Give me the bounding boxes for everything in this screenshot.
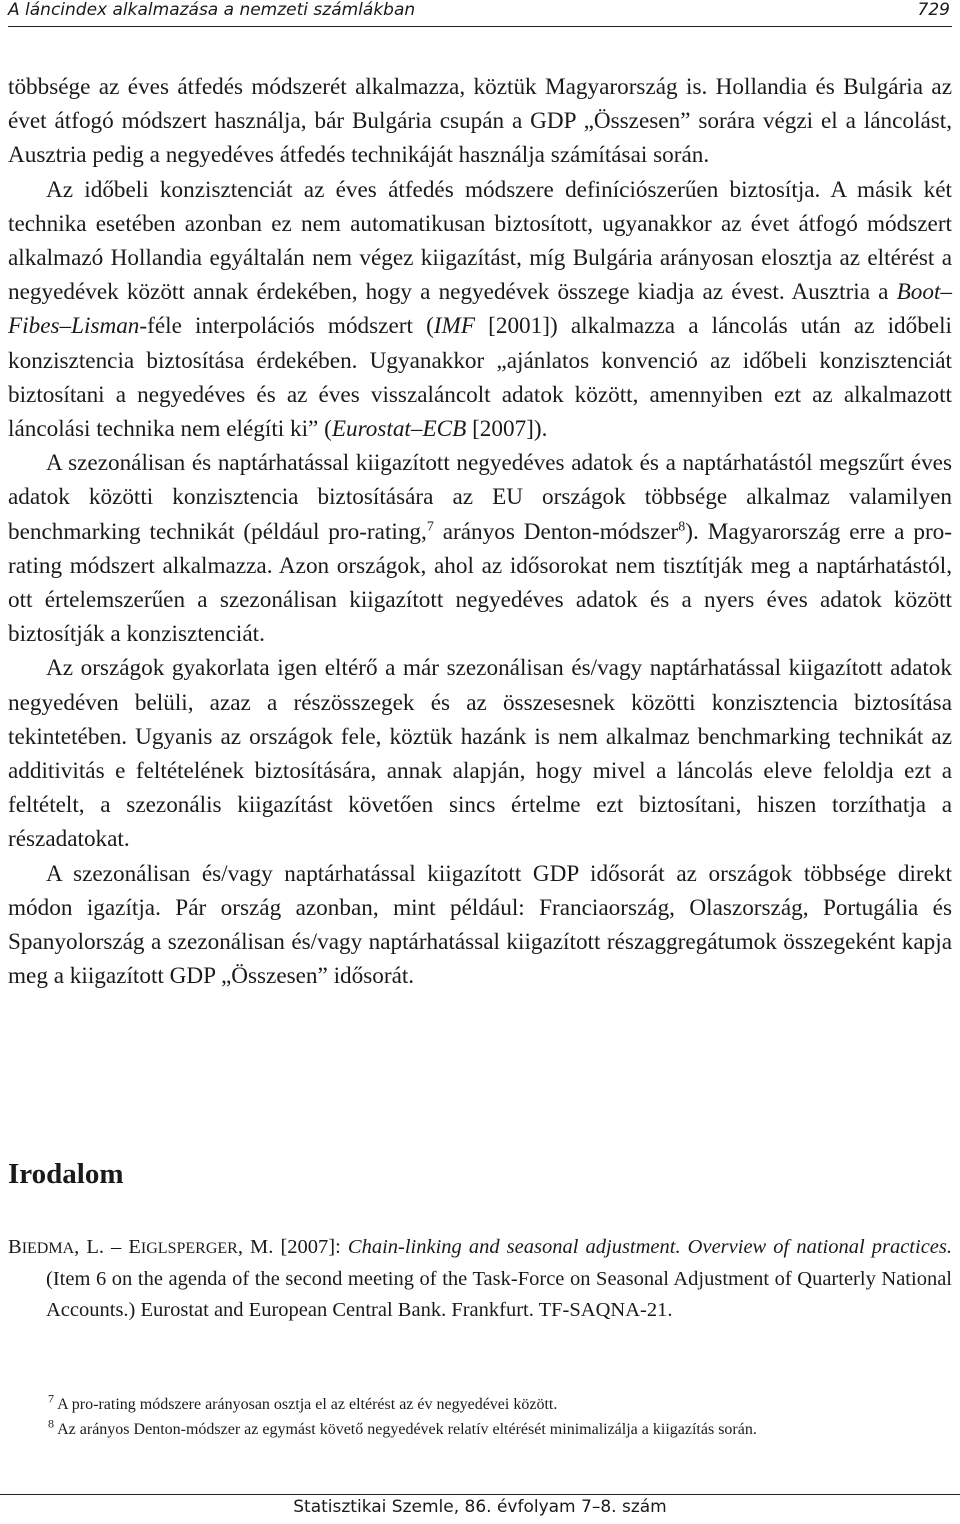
paragraph-5: A szezonálisan és/vagy naptárhatással kiigazított GDP idősorát az országok többsége direkt módon igazítja. Pár ország azonban, mint például: Franciaország, Olaszország, Portugália és Spanyolország a szezonálisan és/vagy naptárhatással kiigazított részaggregátumok összegeként kapja meg a kiigazított GDP „Összesen” idősorát. <box>8 860 952 990</box>
author-citation: Boot–Fibes–Lisman <box>8 279 952 340</box>
page-number: 729 <box>917 0 950 20</box>
journal-citation: Statisztikai Szemle, 86. évfolyam 7–8. szám <box>293 1497 667 1517</box>
reference-title: Chain-linking and seasonal adjustment. Overview of national practices. <box>347 1236 953 1258</box>
paragraph-4: Az országok gyakorlata igen eltérő a már szezonálisan és/vagy naptárhatással kiigazított adatok negyedéven belüli, azaz a részösszegek és az összesesnek közötti konzisztencia biztosítása tekintetében. Ugyanis az országok fele, köztük hazánk is nem alkalmaz benchmarking technikát az additivitás e feltételének biztosítására, annak alapján, hogy mivel a láncolás eleve feloldja ezt a feltételt, a szezonális kiigazítást követően sincs értelme ezt biztosítani, hiszen torzíthatja a részadatokat. <box>8 655 952 853</box>
eurostat-citation: Eurostat–ECB <box>331 416 467 443</box>
main-text <box>8 70 952 993</box>
footnote-7: $^7$ A pro-rating módszere arányosan osztja el az eltérést az év negyedévei között. <box>48 1391 558 1413</box>
running-header <box>8 0 952 27</box>
paragraph-2: Az időbeli konzisztenciát az éves átfedés módszere definíciószerűen biztosítja. A másik két technika esetében azonban ez nem automatikusan biztosított, ugyanakkor az évet átfogó módszert alkalmazó Hollandia egyáltalán nem végez kiigazítást, míg Bulgária arányosan elosztja az eltérést a negyedévek között annak érdekében, hogy a negyedévek összege kiadja az évest. Ausztria a Boot–Fibes–Lisman-féle interpolációs módszert (IMF [2001]) alkalmazza a láncolás után az időbeli konzisztencia biztosítása érdekében. Ugyanakkor „ajánlatos konvenció az időbeli konzisztenciát biztosítani a negyedéves és az éves visszaláncolt adatok között, amennyiben ezt az alkalmazott láncolási technika nem elégíti ki” (Eurostat–ECB [2007]). <box>8 176 952 443</box>
paragraph-3: A szezonálisan és naptárhatással kiigazított negyedéves adatok és a naptárhatástól megszűrt éves adatok közötti konzisztencia biztosítására az EU országok többsége alkalmaz valamilyen benchmarking technikát (például pro-rating,$^7$ arányos Denton-módszer$^8$). Magyarország erre a pro-rating módszert alkalmazza. Azon országok, ahol az idősorokat nem tisztítják meg a naptárhatástól, ott értelemszerűen a szezonálisan kiigazított negyedéves adatok és a nyers éves adatok között biztosítják a konzisztenciát. <box>8 450 952 648</box>
imf-citation: IMF <box>433 313 475 340</box>
footnote-ref-8[interactable]: 8 <box>678 518 686 534</box>
references-heading: Irodalom <box>8 1158 124 1190</box>
running-title: A láncindex alkalmazása a nemzeti számlákban <box>8 0 416 20</box>
paragraph-1: többsége az éves átfedés módszerét alkalmazza, köztük Magyarország is. Hollandia és Bulgária az évet átfogó módszert használja, bár Bulgária csupán a GDP „Összesen” sorára végzi el a láncolást, Ausztria pedig a negyedéves átfedés technikáját használja számításai során. <box>8 74 952 169</box>
footnotes <box>8 1392 952 1442</box>
footnote-ref-7[interactable]: 7 <box>426 518 434 534</box>
running-footer <box>0 1494 960 1524</box>
footnote-8: $^8$ Az arányos Denton-módszer az egymást követő negyedévek relatív eltérését minimalizálja a kiigazítás során. <box>48 1416 757 1438</box>
reference-item: BIEDMA, L. – EIGLSPERGER, M. [2007]: Chain-linking and seasonal adjustment. Overview of national practices. (Item 6 on the agenda of the second meeting of the Task-Force on Seasonal Adjustment of Quarterly National Accounts.) Eurostat and European Central Bank. Frankfurt. TF-SAQNA-21. <box>8 1236 953 1321</box>
